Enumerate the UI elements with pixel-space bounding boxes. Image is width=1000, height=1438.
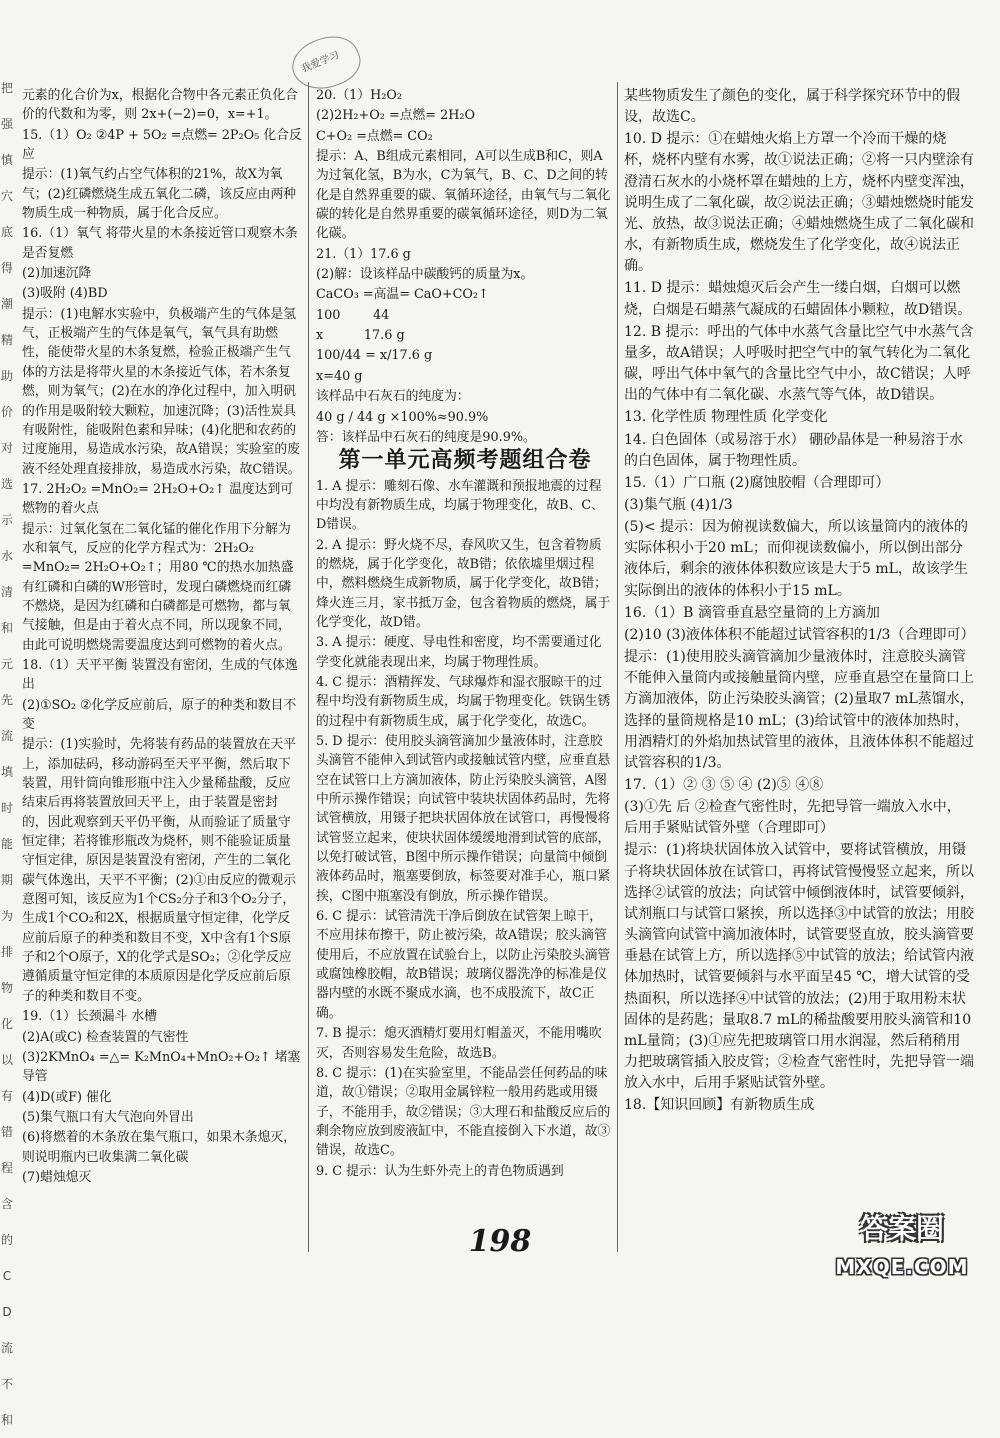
binding-char: 对 [0,441,13,455]
binding-char: 能 [0,837,13,851]
answer-item: 17. 2H₂O₂ =MnO₂= 2H₂O+O₂↑ 温度达到可燃物的着火点 [22,481,294,517]
answer-item: 1. A 提示：雕刻石像、水车灌溉和预报地震的过程中均没有新物质生成，均属于物理变化，故B、C、D错误。 [316,478,604,533]
binding-char: 为 [0,909,13,923]
answer-item: C+O₂ =点燃= CO₂ [316,128,433,144]
watermark [818,1205,986,1285]
stamp-text: 我爱学习 [299,49,342,76]
answer-item: x=40 g [316,368,363,384]
binding-char: 流 [0,1341,13,1355]
answer-item: 元素的化合价为x，根据化合物中各元素正负化合价的代数和为零，则 2x+(−2)=0，x=+1。 [22,88,298,123]
answer-item: (3)2KMnO₄ =△= K₂MnO₄+MnO₂+O₂↑ 堵塞导管 [22,1049,301,1085]
binding-char: 错 [0,1125,13,1139]
watermark-logo: 答案圈 [859,1212,944,1245]
answer-item: 该样品中石灰石的纯度为： [316,389,470,405]
binding-char: D [2,1305,12,1319]
answer-item: (2)A(或C) 检查装置的气密性 [22,1029,189,1045]
answer-item: 3. A 提示：硬度、导电性和密度，均不需要通过化学变化就能表现出来，均属于物理性质。 [316,635,602,670]
binding-char: 潮 [0,297,13,311]
binding-char: 穴 [0,189,13,203]
binding-char: 和 [0,621,13,635]
column-divider-1 [308,82,309,1252]
answer-item: (6)将燃着的木条放在集气瓶口，如果木条熄灭，则说明瓶内已收集满二氧化碳 [22,1130,297,1165]
answer-item: (3)①先 后 ②检查气密性时，先把导管一端放入水中，后用手紧贴试管外壁（合理即可） [624,799,961,837]
column-left [22,86,302,1188]
binding-char: 程 [0,1161,13,1175]
binding-char: 含 [0,1197,13,1211]
binding-char: 得 [0,261,13,275]
binding-char: 元 [0,657,13,671]
answer-item: 100 44 [316,307,390,323]
answer-item: (7)蜡烛熄灭 [22,1169,92,1185]
binding-char: 流 [0,729,13,743]
answer-item: 40 g / 44 g ×100%≈90.9% [316,409,489,425]
binding-char: 化 [0,1017,13,1031]
binding-char: 和 [0,1413,13,1427]
answer-item: 9. C 提示：认为生虾外壳上的青色物质遇到 [316,1163,564,1179]
answer-item: 提示：过氧化氢在二氧化锰的催化作用下分解为水和氧气，反应的化学方程式为：2H₂O₂ =MnO₂= 2H₂O+O₂↑；用80 ℃的热水加热盛有红磷和白磷的W形管时，发现白磷燃烧而红磷不燃烧，是因为红磷和白磷都是可燃物，都与氧气接触，但是由于着火点不同，所以现象不同，由此可说明燃烧需要温度达到可燃物的着火点。 [22,521,294,653]
answer-item: (5)集气瓶口有大气泡向外冒出 [22,1109,194,1125]
answer-item: (2)10 (3)液体体积不能超过试管容积的1/3（合理即可） [624,626,975,643]
binding-char: 清 [0,585,13,599]
binding-char: 物 [0,981,13,995]
answer-item: (2)加速沉降 [22,266,92,282]
answer-item: 2. A 提示：野火烧不尽，春风吹又生，包含着物质的燃烧，属于化学变化，故B错；依依墟里烟过程中，燃料燃烧生成新物质，属于化学变化，故B错；烽火连三月，家书抵万金，包含着物质的燃烧，属于化学变化，故D错。 [316,537,611,630]
watermark-url: MXQE.COM [835,1255,969,1279]
answer-item: (3)集气瓶 (4)1/3 [624,496,733,513]
answer-item: 13. 化学性质 物理性质 化学变化 [624,409,828,426]
section-title: 第一单元高频考题组合卷 [338,448,592,474]
column-right [624,86,974,1118]
binding-char: 选 [0,477,13,491]
answer-item: 提示：(1)将块状固体放入试管中，要将试管横放，用镊子将块状固体放在试管口，再将试管慢慢竖立起来，所以选择②试管的放法；向试管中倾倒液体时，试管要倾斜，试剂瓶口与试管口紧挨，所以选择③中试管的放法；用胶头滴管向试管中滴加液体时，试管要竖直放，胶头滴管要垂悬在试管上方，所以选择⑤中试管的放法；给试管内液体加热时，试管要倾斜与水平面呈45 ℃，增大试管的受热面积，所以选择④中试管的放法；(2)用于取用粉末状固体的是药匙；量取8.7 mL的稀盐酸要用胶头滴管和10 mL量筒；(3)①应先把玻璃管口用水润湿，然后稍稍用力把玻璃管插入胶皮管；②检查气密性时，先把导管一端放入水中，后用手紧贴试管外壁。 [624,842,976,1092]
binding-char: 底 [0,225,13,239]
binding-char: 价 [0,405,13,419]
binding-char: 的 [0,1233,13,1247]
answer-item: 提示：(1)实验时，先将装有药品的装置放在天平上，添加砝码，移动游码至天平平衡，然后取下装置，用针筒向锥形瓶中注入少量稀盐酸，反应结束后再将装置放回天平上，由于装置是密封的，因此观察到天平仍平衡，从而验证了质量守恒定律；若将锥形瓶改为烧杯，则不能验证质量守恒定律，原因是装置没有密闭，产生的二氧化碳气体逸出，天平不平衡；(2)①由反应的微观示意图可知，该反应为1个CS₂分子和3个O₂分子，生成1个CO₂和2X，根据质量守恒定律，化学反应前后原子的种类和数目不变，X中含有1个S原子和2个O原子，X的化学式是SO₂；②化学反应遵循质量守恒定律的本质原因是化学反应前后原子的种类和数目不变。 [22,737,297,1004]
answer-item: 18.【知识回顾】有新物质生成 [624,1097,815,1114]
answer-item: 14. 白色固体（或易溶于水） 硼砂晶体是一种易溶于水的白色固体，属于物理性质。 [624,431,964,469]
answer-item: (2)①SO₂ ②化学反应前后，原子的种类和数目不变 [22,697,297,732]
binding-char: 先 [0,693,13,707]
answer-item: (5)< 提示：因为俯视读数偏大，所以该量筒内的液体的实际体积小于20 mL；而仰视读数偏小，所以倒出部分液体后，剩余的液体体积数应该是大于5 mL，故该学生实际倒出的液体的体积小于15 mL。 [624,519,969,599]
answer-item: 5. D 提示：使用胶头滴管滴加少量液体时，注意胶头滴管不能伸入到试管内或接触试管内壁，应垂直悬空在试管口上方滴加液体，防止污染胶头滴管，A图中所示操作错误；向试管中装块状固体药品时，先将试管横放，用镊子把块状固体放在试管口，再慢慢将试管竖立起来，使块状固体缓缓地滑到试管的底部，以免打破试管，B图中所示操作错误；向量筒中倾倒液体药品时，瓶塞要倒放，标签要对准手心，瓶口紧挨，C图中瓶塞没有倒放，所示操作错误。 [316,734,611,904]
answer-item: x 17.6 g [316,328,405,344]
answer-item: 21.（1）17.6 g [316,246,411,262]
binding-char: 期 [0,873,13,887]
binding-char: 助 [0,369,13,383]
answer-item: (3)吸附 (4)BD [22,286,108,302]
page-number: 198 [468,1224,532,1259]
binding-char: 时 [0,801,13,815]
binding-char: 把 [0,81,13,95]
answer-item: (2)解：设该样品中碳酸钙的质量为x。 [316,267,534,283]
answer-item: 6. C 提示：试管清洗干净后倒放在试管架上晾干，不应用抹布擦干，防止被污染，故A错误；胶头滴管使用后，不应放置在试验台上，以防止污染胶头滴管或腐蚀橡胶帽，故B错误；玻璃仪器洗净的标准是仪器内壁的水既不聚成水滴，也不成股流下，故C正确。 [316,909,611,1021]
binding-char: 慎 [0,153,13,167]
binding-char: 以 [0,1053,13,1067]
answer-item: 某些物质发生了颜色的变化，属于科学探究环节中的假设，故选C。 [624,88,960,126]
binding-char: 不 [0,1377,13,1391]
binding-char: C [2,1269,12,1283]
answer-item: (4)D(或F) 催化 [22,1089,112,1105]
answer-item: 18.（1）天平平衡 装置没有密闭，生成的气体逸出 [22,657,298,693]
answer-item: 8. C 提示：(1)在实验室里，不能品尝任何药品的味道，故①错误；②取用金属锌粒一般用药匙或用镊子，不能用手，故②错误；③大理石和盐酸反应后的剩余物应放到废液缸中，不能直接倒入下水道，故③错误，故选C。 [316,1065,611,1159]
binding-char: 排 [0,945,13,959]
answer-item: 11. D 提示：蜡烛熄灭后会产生一缕白烟，白烟可以燃烧，白烟是石蜡蒸气凝成的石蜡固体小颗粒，故D错误。 [624,280,972,318]
binding-margin [0,70,14,1427]
answer-item: CaCO₃ =高温= CaO+CO₂↑ [316,287,489,303]
binding-char: 填 [0,765,13,779]
answer-item: 12. B 提示：呼出的气体中水蒸气含量比空气中水蒸气含量多，故A错误；人呼吸时把空气中的氧气转化为二氧化碳，呼出气体中氧气的含量比空气中小，故C错误；人呼出的气体中有二氧化碳、水蒸气等气体，故D错误。 [624,323,974,404]
answer-item: 17.（1）② ③ ⑤ ④ (2)⑤ ④⑧ [624,777,824,793]
binding-char: 精 [0,333,13,347]
column-divider-2 [617,82,618,1252]
answer-item: 10. D 提示：①在蜡烛火焰上方罩一个冷而干燥的烧杯，烧杯内壁有水雾，故①说法正确；②将一只内壁涂有澄清石灰水的小烧杯罩在蜡烛的上方，烧杯内壁变浑浊，说明生成了二氧化碳，故②说法正确；③蜡烛燃烧时能发光、放热，故③说法正确；④蜡烛燃烧生成了二氧化碳和水，有新物质生成，燃烧发生了化学变化，故④说法正确。 [624,131,974,275]
binding-char: 有 [0,1089,13,1103]
binding-char: 水 [0,549,13,563]
answer-item: 20.（1）H₂O₂ [316,88,402,103]
answer-item: 15.（1）O₂ ②4P + 5O₂ =点燃= 2P₂O₅ 化合反应 [22,127,302,163]
answer-item: 16.（1）B 滴管垂直悬空量筒的上方滴加 [624,604,880,621]
answer-item: 4. C 提示：酒精挥发、气球爆炸和湿衣服晾干的过程中均没有新物质生成，均属于物理变化。铁锅生锈的过程中有新物质生成，属于化学变化，故选C。 [316,674,611,729]
answer-item: 提示：(1)使用胶头滴管滴加少量液体时，注意胶头滴管不能伸入量筒内或接触量筒内壁，应垂直悬空在量筒口上方滴加液体，防止污染胶头滴管；(2)量取7 mL蒸馏水，选择的量筒规格是10 mL；(3)给试管中的液体加热时，用酒精灯的外焰加热试管里的液体，且液体体积不能超过试管容积的1/3。 [624,649,974,771]
answer-item: 15.（1）广口瓶 (2)腐蚀胶帽（合理即可） [624,474,890,491]
answer-item: 100/44 = x/17.6 g [316,348,433,364]
answer-item: 7. B 提示：熄灭酒精灯要用灯帽盖灭，不能用嘴吹灭，否则容易发生危险，故选B。 [316,1026,602,1061]
answer-item: 16.（1）氧气 将带火星的木条接近管口观察木条是否复燃 [22,226,298,261]
answer-item: 答：该样品中石灰石的纯度是90.9%。 [316,429,536,445]
binding-char: 示 [0,513,13,527]
answer-item: 提示：(1)氧气约占空气体积的21%，故X为氧气；(2)红磷燃烧生成五氧化二磷，该反应由两种物质生成一种物质，属于化合反应。 [22,167,297,222]
binding-char: 强 [0,117,13,131]
answer-item: 19.（1）长颈漏斗 水槽 [22,1009,157,1025]
answer-item: 提示：(1)电解水实验中，负极端产生的气体是氢气，正极端产生的气体是氧气，氧气具有助燃性，能使带火星的木条复燃，检验正极端产生气体的方法是将带火星的木条接近气体，若木条复燃，则为氧气；(2)在水的净化过程中，加入明矾的作用是吸附较大颗粒，加速沉降；(3)活性炭具有吸附性，能吸附色素和异味；(4)化肥和农药的过度施用，易造成水污染，故A错误；实验室的废液不经处理直接排放，易造成水污染，故C错误。 [22,306,301,477]
answer-item: (2)2H₂+O₂ =点燃= 2H₂O [316,108,475,124]
column-middle [316,86,614,1182]
answer-item: 提示：A、B组成元素相同，A可以生成B和C，则A为过氧化氢，B为水，C为氧气，B、C、D之间的转化是自然界重要的碳、氧循环途径，由氧气与二氧化碳的转化是自然界重要的碳氧循环途径，则D为二氧化碳。 [316,149,611,242]
